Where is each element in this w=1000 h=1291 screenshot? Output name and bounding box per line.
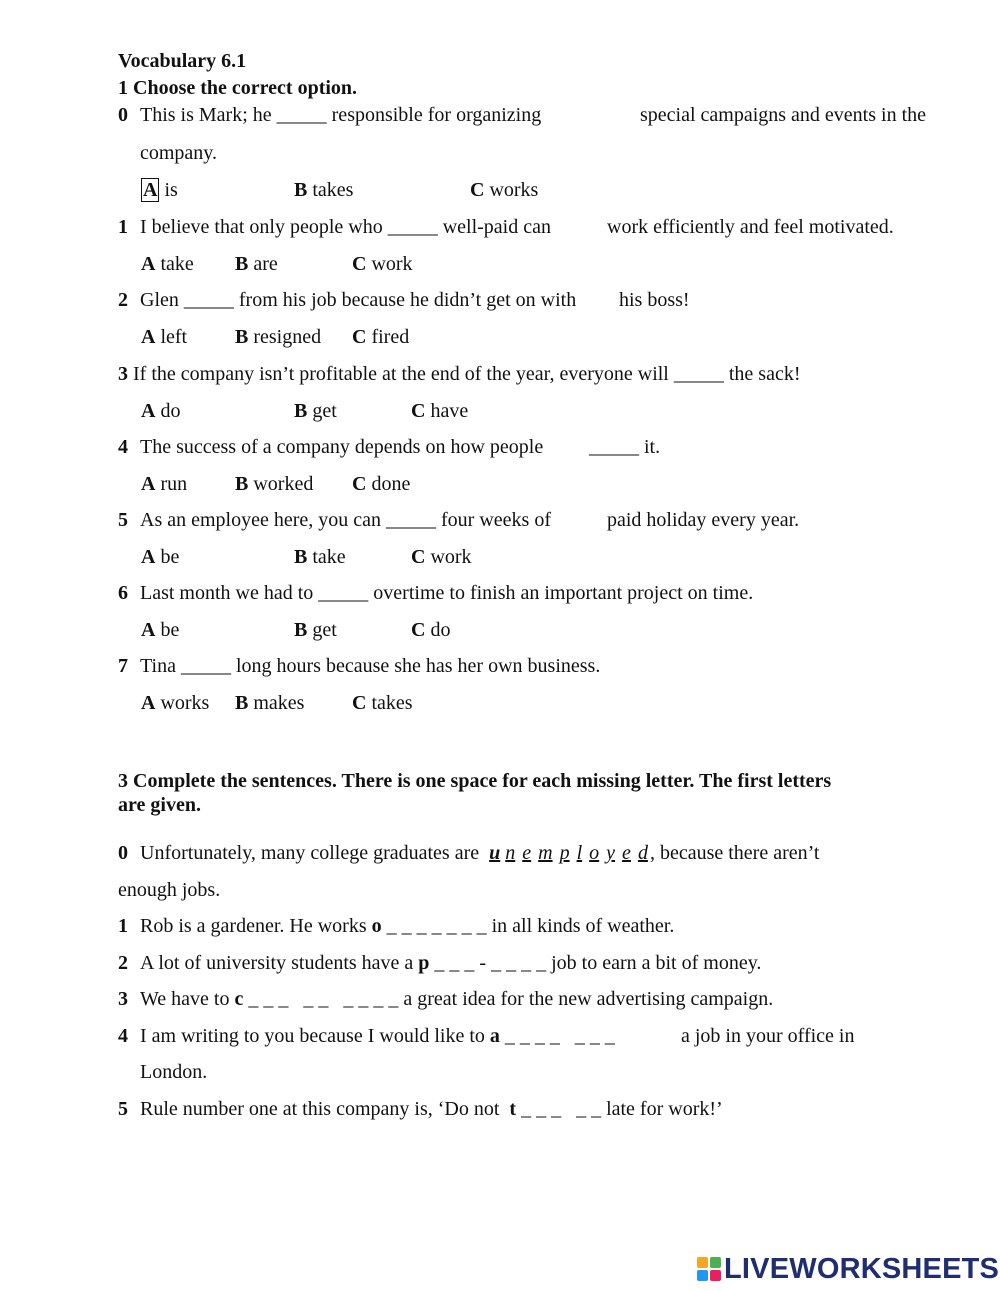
example-answer-first-letter: u [489,842,501,864]
q6-option-b[interactable]: B get [294,619,337,641]
q5-option-a[interactable]: A be [141,546,180,568]
s3-q0-text-line2: enough jobs. [118,879,221,901]
q0-option-c[interactable]: C works [470,179,539,201]
q1-text-cont: work efficiently and feel motivated. [607,216,894,238]
q1-option-c[interactable]: C work [352,253,413,275]
page-title: Vocabulary 6.1 [118,50,247,72]
liveworksheets-logo[interactable] [696,1254,999,1284]
q7-option-c[interactable]: C takes [352,692,413,714]
q2-text-cont: his boss! [619,289,690,311]
q4-number: 4 [118,436,128,458]
q3-number: 3 [118,363,128,385]
s3-q4-text[interactable]: I am writing to you because I would like to a _ _ _ _ _ _ _ [140,1025,615,1047]
section3-heading-line2: are given. [118,794,201,816]
s3-q0-number: 0 [118,842,128,864]
section1-heading: 1 Choose the correct option. [118,77,358,99]
q3-option-c[interactable]: C have [411,400,469,422]
logo-text: LIVEWORKSHEETS [724,1252,1000,1285]
q0-text-cont: special campaigns and events in the [640,104,927,126]
q6-text: Last month we had to _____ overtime to finish an important project on time. [140,582,754,604]
example-answer-letters: n e m p l o y e d [505,842,648,864]
q2-option-c[interactable]: C fired [352,326,410,348]
q7-option-b[interactable]: B makes [235,692,305,714]
selected-answer-box: A [143,179,158,201]
q1-option-b[interactable]: B are [235,253,278,275]
s3-q5-number: 5 [118,1098,128,1120]
q5-number: 5 [118,509,128,531]
q3-option-a[interactable]: A do [141,400,181,422]
liveworksheets-logo-icon [696,1256,722,1282]
s3-q4-text-line2: London. [140,1061,208,1083]
q2-option-a[interactable]: A left [141,326,188,348]
q0-text: This is Mark; he _____ responsible for organizing [140,104,542,126]
s3-q0-text: Unfortunately, many college graduates are u n e m p l o y e d , because there aren’t [140,842,820,864]
s3-q5-text[interactable]: Rule number one at this company is, ‘Do not t _ _ _ _ _ late for work!’ [140,1098,723,1120]
q0-option-a[interactable]: A is [143,179,178,201]
q7-text: Tina _____ long hours because she has her own business. [140,655,601,677]
q6-option-a[interactable]: A be [141,619,180,641]
q2-text: Glen _____ from his job because he didn’t get on with [140,289,577,311]
q6-number: 6 [118,582,128,604]
s3-q3-number: 3 [118,988,128,1010]
s3-q2-text[interactable]: A lot of university students have a p _ _ _ - _ _ _ _ job to earn a bit of money. [140,952,762,974]
section3-heading: 3 Complete the sentences. There is one space for each missing letter. The first letters [118,770,832,792]
q1-option-a[interactable]: A take [141,253,194,275]
q5-text: As an employee here, you can _____ four weeks of [140,509,551,531]
q1-text: I believe that only people who _____ well-paid can [140,216,551,238]
q0-number: 0 [118,104,128,126]
q6-option-c[interactable]: C do [411,619,451,641]
q7-option-a[interactable]: A works [141,692,210,714]
q0-text-line2: company. [140,142,218,164]
q4-text-cont: _____ it. [589,436,661,458]
s3-q3-text[interactable]: We have to c _ _ _ _ _ _ _ _ _ a great idea for the new advertising campaign. [140,988,774,1010]
q7-number: 7 [118,655,128,677]
q2-number: 2 [118,289,128,311]
s3-q1-text[interactable]: Rob is a gardener. He works o _ _ _ _ _ _ _ in all kinds of weather. [140,915,675,937]
q4-option-a[interactable]: A run [141,473,188,495]
s3-q4-number: 4 [118,1025,128,1047]
q3-text: If the company isn’t profitable at the end of the year, everyone will _____ the sack! [133,363,801,385]
q2-option-b[interactable]: B resigned [235,326,322,348]
q4-option-c[interactable]: C done [352,473,411,495]
q1-number: 1 [118,216,128,238]
q0-option-b[interactable]: B takes [294,179,354,201]
q4-option-b[interactable]: B worked [235,473,314,495]
s3-q2-number: 2 [118,952,128,974]
s3-q4-text-cont: a job in your office in [681,1025,855,1047]
q5-option-c[interactable]: C work [411,546,472,568]
s3-q1-number: 1 [118,915,128,937]
q3-option-b[interactable]: B get [294,400,337,422]
q4-text: The success of a company depends on how people [140,436,544,458]
q5-option-b[interactable]: B take [294,546,346,568]
q5-text-cont: paid holiday every year. [607,509,800,531]
